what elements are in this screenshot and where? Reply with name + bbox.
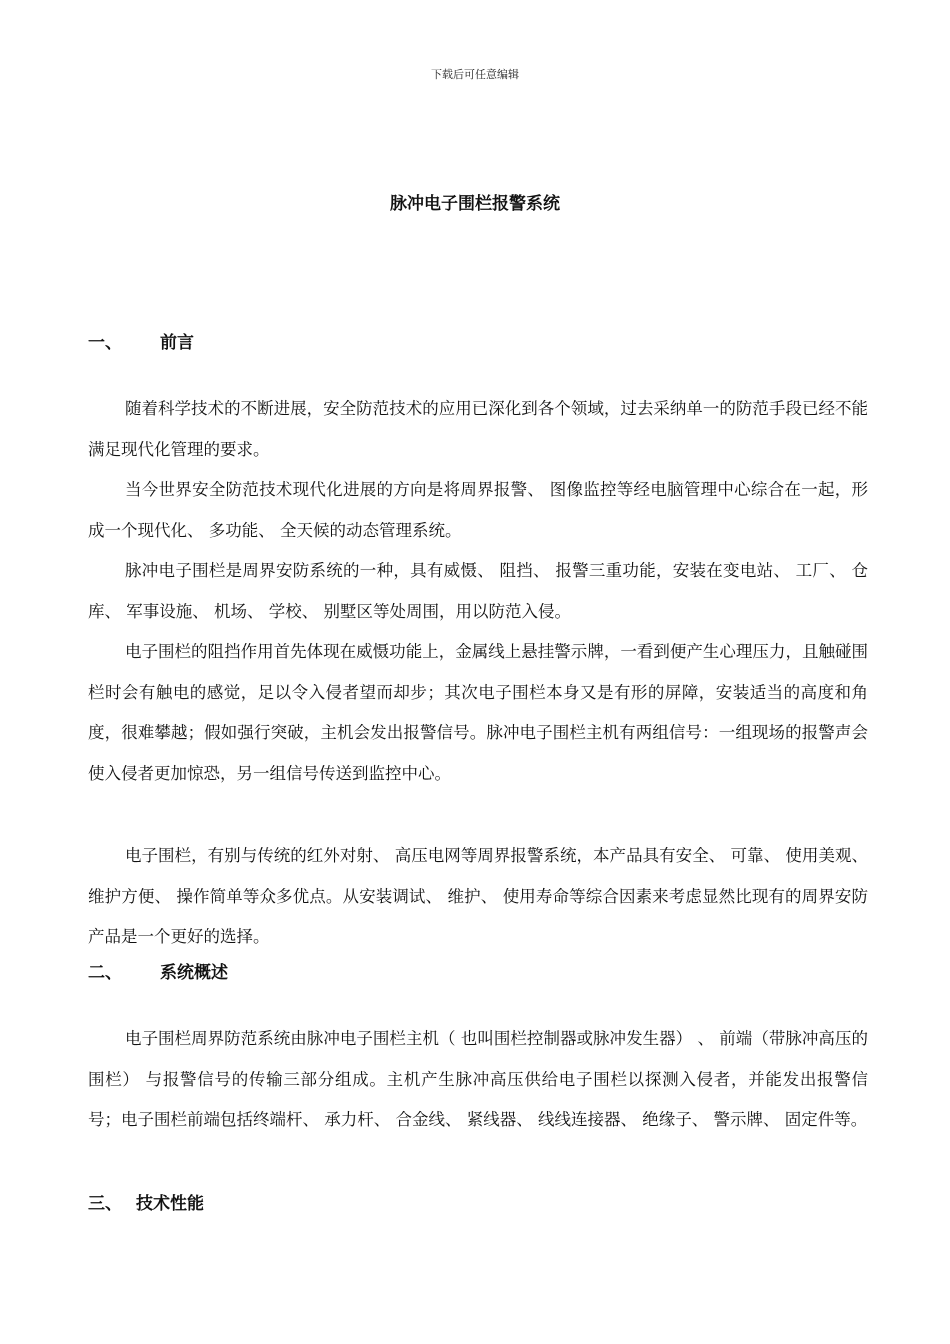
section-number: 三、: [88, 1194, 122, 1214]
paragraph: 电子围栏周界防范系统由脉冲电子围栏主机（ 也叫围栏控制器或脉冲发生器） 、 前端（带脉冲高压的围栏） 与报警信号的传输三部分组成。主机产生脉冲高压供给电子围栏以探测入侵者，并能发出报警信号；电子围栏前端包括终端杆、 承力杆、 合金线、 紧线器、 线线连接器、 绝缘子、 警示牌、 固定件等。: [88, 1029, 868, 1129]
paragraph: 电子围栏的阻挡作用首先体现在威慑功能上，金属线上悬挂警示牌，一看到便产生心理压力，且触碰围栏时会有触电的感觉，足以令入侵者望而却步；其次电子围栏本身又是有形的屏障，安装适当的高度和角度，很难攀越；假如强行突破，主机会发出报警信号。脉冲电子围栏主机有两组信号：一组现场的报警声会使入侵者更加惊恐，另一组信号传送到监控中心。: [88, 642, 868, 783]
document-title: 脉冲电子围栏报警系统: [390, 194, 560, 214]
section-title: 系统概述: [160, 963, 228, 983]
section-heading-preface: [88, 328, 194, 353]
section-number: 一、: [88, 333, 122, 353]
paragraph: 脉冲电子围栏是周界安防系统的一种，具有威慑、 阻挡、 报警三重功能，安装在变电站、 工厂、 仓库、 军事设施、 机场、 学校、 别墅区等处周围，用以防范入侵。: [88, 561, 868, 621]
section-heading-performance: [88, 1189, 204, 1214]
section-number: 二、: [88, 963, 122, 983]
paragraph: 随着科学技术的不断进展，安全防范技术的应用已深化到各个领域，过去采纳单一的防范手段已经不能满足现代化管理的要求。: [88, 399, 868, 459]
section-title: 前言: [160, 333, 194, 353]
paragraph: 电子围栏，有别与传统的红外对射、 高压电网等周界报警系统，本产品具有安全、 可靠、 使用美观、 维护方便、 操作简单等众多优点。从安装调试、 维护、 使用寿命等综合因素来考虑显然比现有的周界安防产品是一个更好的选择。: [88, 846, 868, 946]
section-heading-overview: [88, 958, 228, 983]
paragraph: 当今世界安全防范技术现代化进展的方向是将周界报警、 图像监控等经电脑管理中心综合在一起，形成一个现代化、 多功能、 全天候的动态管理系统。: [88, 480, 868, 540]
section-title: 技术性能: [136, 1194, 204, 1214]
header-note: 下载后可任意编辑: [431, 68, 519, 81]
